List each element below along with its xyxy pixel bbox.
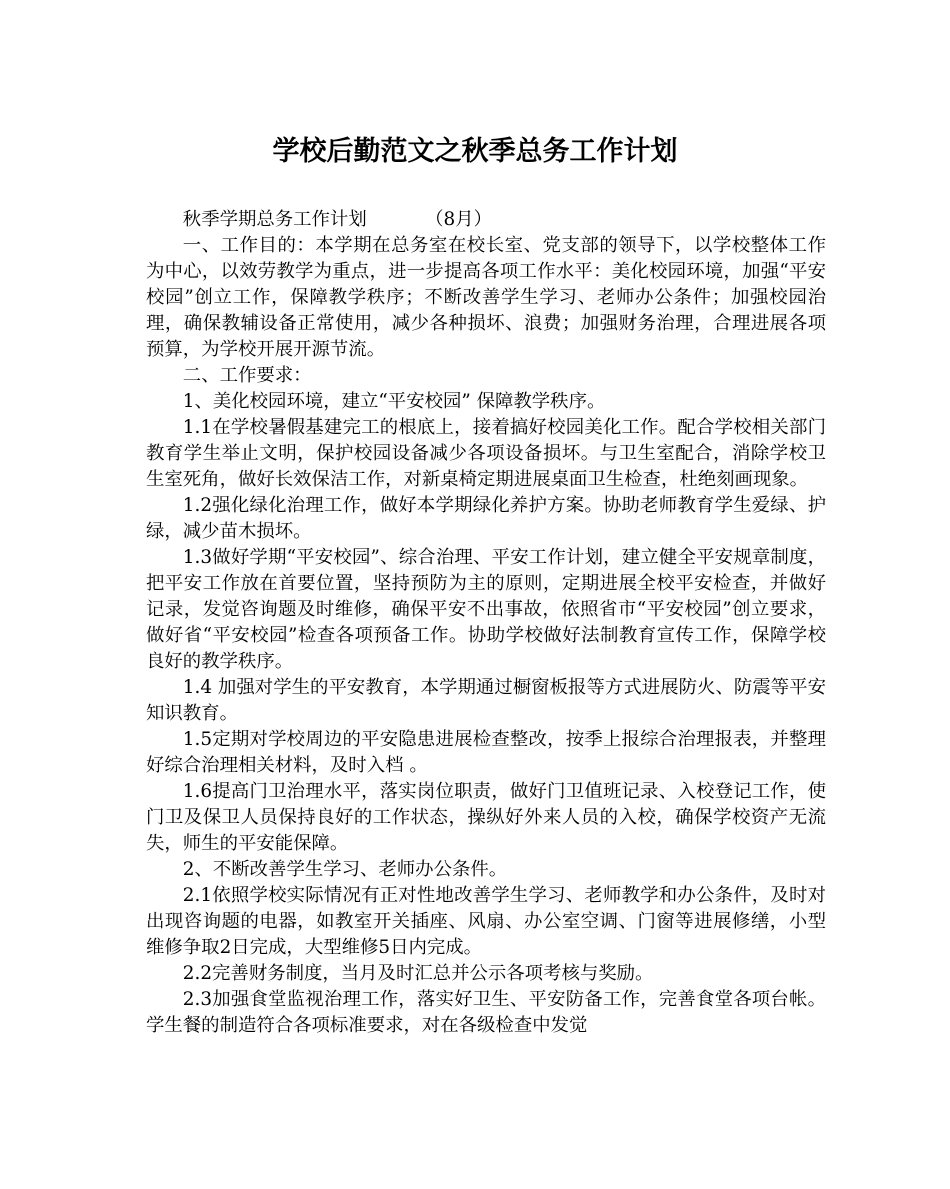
- paragraph-section-1: 1、美化校园环境，建立“平安校园” 保障教学秩序。: [182, 391, 606, 412]
- paragraph-item-1-6: 1.6提高门卫治理水平，落实岗位职责，做好门卫值班记录、入校登记工作，使门卫及保卫人员保持良好的工作状态，操纵好外来人员的入校，确保学校资产无流失，师生的平安能保障。: [146, 781, 826, 854]
- document-body: [146, 207, 826, 1039]
- paragraph-section-2: 2、不断改善学生学习、老师办公条件。: [182, 859, 508, 880]
- paragraph-item-1-2: 1.2强化绿化治理工作，做好本学期绿化养护方案。协助老师教育学生爱绿、护绿，减少苗木损坏。: [146, 495, 826, 542]
- paragraph-work-goal: 一、工作目的：本学期在总务室在校长室、党支部的领导下，以学校整体工作为中心，以效劳教学为重点，进一步提高各项工作水平：美化校园环境，加强“平安校园”创立工作，保障教学秩序；不断改善学生学习、老师办公条件；加强校园治理，确保教辅设备正常使用，减少各种损坏、浪费；加强财务治理，合理进展各项预算，为学校开展开源节流。: [146, 235, 826, 360]
- paragraph-item-1-4: 1.4 加强对学生的平安教育，本学期通过橱窗板报等方式进展防火、防震等平安知识教育。: [146, 677, 826, 724]
- paragraph-item-1-5: 1.5定期对学校周边的平安隐患进展检查整改，按季上报综合治理报表，并整理好综合治理相关材料，及时入档 。: [146, 729, 826, 776]
- paragraph-item-2-3: 2.3加强食堂监视治理工作，落实好卫生、平安防备工作，完善食堂各项台帐。学生餐的制造符合各项标准要求，对在各级检查中发觉: [146, 989, 826, 1036]
- document-title: 学校后勤范文之秋季总务工作计划: [272, 136, 678, 167]
- paragraph-item-2-1: 2.1依照学校实际情况有正对性地改善学生学习、老师教学和办公条件，及时对出现咨询题的电器，如教室开关插座、风扇、办公室空调、门窗等进展修缮，小型维修争取2日完成，大型维修5日内完成。: [146, 885, 826, 958]
- paragraph-heading-line: 秋季学期总务工作计划 （8月）: [182, 209, 493, 230]
- paragraph-item-1-1: 1.1在学校暑假基建完工的根底上，接着搞好校园美化工作。配合学校相关部门教育学生举止文明，保护校园设备减少各项设备损坏。与卫生室配合，消除学校卫生室死角，做好长效保洁工作，对新桌椅定期进展桌面卫生检查，杜绝刻画现象。: [146, 417, 826, 490]
- paragraph-item-2-2: 2.2完善财务制度，当月及时汇总并公示各项考核与奖励。: [182, 963, 654, 984]
- paragraph-work-requirements: 二、工作要求：: [182, 365, 312, 386]
- paragraph-item-1-3: 1.3做好学期“平安校园”、综合治理、平安工作计划，建立健全平安规章制度，把平安工作放在首要位置，坚持预防为主的原则，定期进展全校平安检查，并做好记录，发觉咨询题及时维修，确保平安不出事故，依照省市“平安校园”创立要求，做好省“平安校园”检查各项预备工作。协助学校做好法制教育宣传工作，保障学校良好的教学秩序。: [146, 547, 826, 672]
